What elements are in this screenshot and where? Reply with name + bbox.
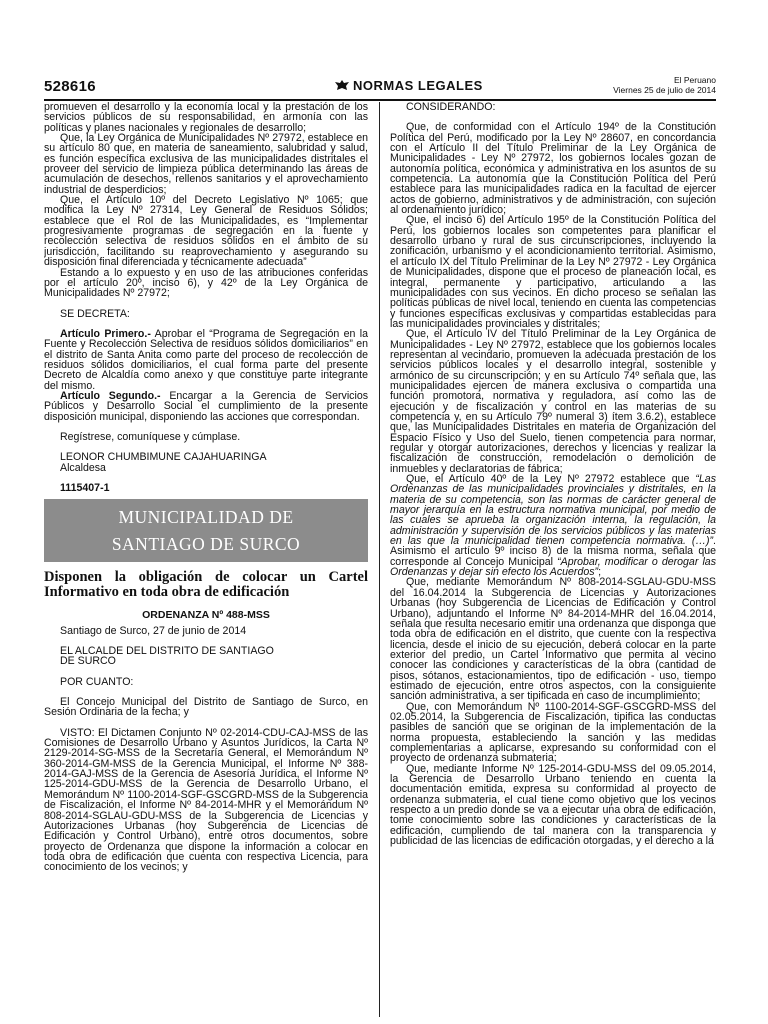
publication-date: Viernes 25 de julio de 2014: [613, 85, 716, 95]
closing-formula: Regístrese, comuníquese y cúmplase.: [60, 430, 241, 443]
section-title: NORMAS LEGALES: [353, 78, 483, 93]
article-text: Aprobar el “Programa de Segregación en la Fuente y Recolección Selectiva de residuos sólidos domiciliarios” en el distrito de Santa Anita como parte del proceso de recolección de residuos sólidos domiciliarios, el cual forma parte del presente Decreto de Alcaldía como anexo y que constituye parte integrante del mismo.: [44, 327, 368, 392]
page-number: 528616: [44, 78, 96, 95]
article-text: Encargar a la Gerencia de Servicios Públicos y Desarrollo Social el cumplimiento de la presente disposición municipal, disponiendo las acciones que correspondan.: [44, 389, 368, 423]
paragraph: Que, mediante Informe Nº 125-2014-GDU-MSS del 09.05.2014, la Gerencia de Desarrollo Urbano teniendo en cuenta la documentación emitida, expresa su conformidad al proyecto de ordenanza submateria, el cual tiene como objetivo que los vecinos respecto a un predio donde se va a ejecutar una obra de edificación, tome conocimiento sobre las condiciones y características de la edificación, cumpliendo de tal manera con la transparencia y publicidad de las licencias de edificación otorgadas, y el derecho a la: [390, 762, 716, 848]
paragraph: Estando a lo expuesto y en uso de las atribuciones conferidas por el artículo 20º, inciso 6), y 42º de la Ley Orgánica de Municipalidades Nº 27972;: [44, 266, 368, 300]
article-headline: Disponen la obligación de colocar un Cartel Informativo en toda obra de edificación: [44, 569, 368, 601]
article-second: [44, 391, 368, 422]
paragraph: El Concejo Municipal del Distrito de Santiago de Surco, en Sesión Ordinaria de la fecha; y: [44, 696, 368, 719]
paragraph: Que, de conformidad con el Artículo 194º de la Constitución Política del Perú, modificado por la Ley Nº 28607, en concordancia con el Artículo II del Título Preliminar de la Ley Orgánica de Municipalidades - Ley Nº 27972, los gobiernos locales gozan de autonomía política, económica y administrativa en los asuntos de su competencia. La autonomía que la Constitución Política del Perú establece para las municipalidades radica en la facultad de ejercer actos de gobierno, administrativos y de administración, con sujeción al ordenamiento jurídico;: [390, 121, 716, 217]
text-span: Que, el Artículo 40º de la Ley Nº 27972 establece que: [406, 473, 696, 486]
left-column: [44, 102, 368, 1022]
column-divider: [379, 102, 380, 1017]
section-title-group: [334, 78, 483, 93]
paragraph: promueven el desarrollo y la economía local y la prestación de los servicios públicos de su responsabilidad, en armonía con las políticas y planes nacionales y regionales de desarrollo;: [44, 102, 368, 134]
text-span: . Asimismo el artículo 9º inciso 8) de la misma norma, señala que corresponde al Concejo Municipal: [390, 535, 716, 568]
quote-italic: “Aprobar, modificar o derogar las Ordenanzas y dejar sin efecto los Acuerdos”: [390, 555, 716, 579]
signer-role: Alcaldesa: [60, 461, 106, 474]
document-code: 1115407-1: [60, 482, 110, 494]
page-header: [44, 72, 716, 98]
paragraph-article-40: [390, 474, 716, 577]
paragraph: Que, el Artículo IV del Título Preliminar de la Ley Orgánica de Municipalidades - Ley Nº 27972, establece que los gobiernos locales representan al vecindario, promueven la adecuada prestación de los servicios públicos locales y el desarrollo integral, sostenible y armónico de su circunscripción; y en su Artículo 74º señala que, las municipalidades ejercen de manera exclusiva o compartida una función promotora, normativa y reguladora, así como las de ejecución y de fiscalización y control en las materias de su competencia y, en su Artículo 79º numeral 3) ítem 3.6.2), establece que, las Municipalidades Distritales en materia de Organización del Espacio Físico y Uso del Suelo, tienen competencia para normar, regular y otorgar autorizaciones, derechos y licencias y realizar la fiscalización de construcción, remodelación o demolición de inmuebles y declaratorias de fábrica;: [390, 328, 716, 475]
quote-italic: “Las Ordenanzas de las municipalidades provinciales y distritales, en la materia de su competencia, son las normas de carácter general de mayor jerarquía en la estructura normativa municipal, por medio de las cuales se aprueba la organización interna, la regulación, la administración y supervisión de los servicios públicos y las materias en las que la municipalidad tienen competencia normativa. (…)”: [390, 473, 716, 548]
publisher-name: El Peruano: [673, 75, 716, 85]
paragraph: Que, mediante Memorándum Nº 808-2014-SGLAU-GDU-MSS del 16.04.2014 la Subgerencia de Licencias y Autorizaciones Urbanas (hoy Subgerencia de Licencias de Edificación y Control Urbano), adjuntando el Informe Nº 84-2014-MHR del 16.04.2014, señala que resulta necesario emitir una ordenanza que disponga que toda obra de edificación en el distrito, que cuente con la respectiva licencia, desde el inicio de su ejecución, deberá colocar en la parte exterior del predio, un Cartel Informativo que permita al vecino conocer las condiciones y características de la obra (cantidad de pisos, sótanos, estacionamientos, tipo de edificación - uso, tiempo estimado de ejecución, entre otros aspectos, con la consiguiente sanción administrativa, a ser tipificada en caso de incumplimiento;: [390, 576, 716, 703]
ordinance-number: ORDENANZA Nº 488-MSS: [142, 609, 270, 622]
municipality-name-line2: SANTIAGO DE SURCO: [111, 534, 301, 555]
mayor-title-line1: EL ALCALDE DEL DISTRITO DE SANTIAGO: [60, 645, 274, 658]
por-cuanto-heading: POR CUANTO:: [60, 675, 134, 688]
signer-name: LEONOR CHUMBIMUNE CAJAHUARINGA: [60, 451, 267, 464]
right-column: [390, 102, 716, 1022]
municipality-name-line1: MUNICIPALIDAD DE: [118, 507, 294, 528]
paragraph: Que, la Ley Orgánica de Municipalidades Nº 27972, establece en su artículo 80 que, en materia de saneamiento, salubridad y salud, es función específica exclusiva de las municipalidades distritales el proveer del servicio de limpieza pública determinando las áreas de acumulación de desechos, rellenos sanitarios y el aprovechamiento industrial de desperdicios;: [44, 132, 368, 196]
considerando-heading: CONSIDERANDO:: [406, 102, 496, 113]
text-span: ;: [598, 566, 602, 579]
header-rule: [44, 99, 716, 101]
paragraph: Que, el Artículo 10º del Decreto Legislativo Nº 1065; que modifica la Ley Nº 27314, Ley General de Residuos Sólidos; establece que el Rol de las Municipalidades, es “Implementar progresivamente programas de segregación en la fuente y recolección selectiva de residuos sólidos en el ámbito de su jurisdicción, facilitando su reaprovechamiento y asegurando su disposición final diferenciada y técnicamente adecuada”: [44, 194, 368, 269]
publication-info: [613, 75, 716, 95]
coat-of-arms-icon: [334, 79, 350, 91]
article-label: Artículo Primero.-: [60, 327, 151, 340]
article-first: [44, 329, 368, 391]
article-label: Artículo Segundo.-: [60, 389, 161, 402]
paragraph: Que, el inciso 6) del Artículo 195º de la Constitución Política del Perú, los gobiernos locales son competentes para planificar el desarrollo urbano y rural de sus circunscripciones, incluyendo la zonificación, urbanismo y el acondicionamiento territorial. Asimismo, el artículo IX del Título Preliminar de la Ley Nº 27972 - Ley Orgánica de Municipalidades, dispone que el proceso de planeación local, es integral, permanente y participativo, articulando a las municipalidades con sus vecinos. En dicho proceso se señalan las políticas públicas de nivel local, teniendo en cuenta las competencias y funciones específicas exclusivas y compartidas establecidas para las municipalidades provinciales y distritales;: [390, 214, 716, 330]
visto-paragraph: VISTO: El Dictamen Conjunto Nº 02-2014-CDU-CAJ-MSS de las Comisiones de Desarrollo Urbano y Asuntos Jurídicos, la Carta Nº 2129-2014-SG-MSS de la Secretaría General, el Memorándum Nº 360-2014-GM-MSS de la Gerencia Municipal, el Informe Nº 388-2014-GAJ-MSS de la Gerencia de Asesoría Jurídica, el Informe Nº 125-2014-GDU-MSS de la Gerencia de Desarrollo Urbano, el Memorándum Nº 1100-2014-SGF-GSCGRD-MSS de la Subgerencia de Fiscalización, el Informe Nº 84-2014-MHR y el Memorándum Nº 808-2014-SGLAU-GDU-MSS de la Subgerencia de Licencias y Autorizaciones Urbanas (hoy Subgerencia de Licencias de Edificación y Control Urbano), entre otros documentos, sobre proyecto de Ordenanza que dispone la información a colocar en toda obra de edificación que cuenta con respectiva Licencia, para conocimiento de los vecinos; y: [44, 726, 368, 874]
paragraph: Que, con Memorándum Nº 1100-2014-SGF-GSCGRD-MSS del 02.05.2014, la Subgerencia de Fiscalización, tipifica las conductas pasibles de sanción que se originan de la implementación de la norma propuesta, estableciendo la sanción y las medidas complementarias a aplicarse, expresando su conformidad con el proyecto de ordenanza submateria;: [390, 700, 716, 765]
municipality-banner: [44, 499, 368, 562]
place-date: Santiago de Surco, 27 de junio de 2014: [60, 624, 247, 637]
mayor-title-line2: DE SURCO: [60, 655, 116, 668]
se-decreta-heading: SE DECRETA:: [60, 307, 130, 320]
